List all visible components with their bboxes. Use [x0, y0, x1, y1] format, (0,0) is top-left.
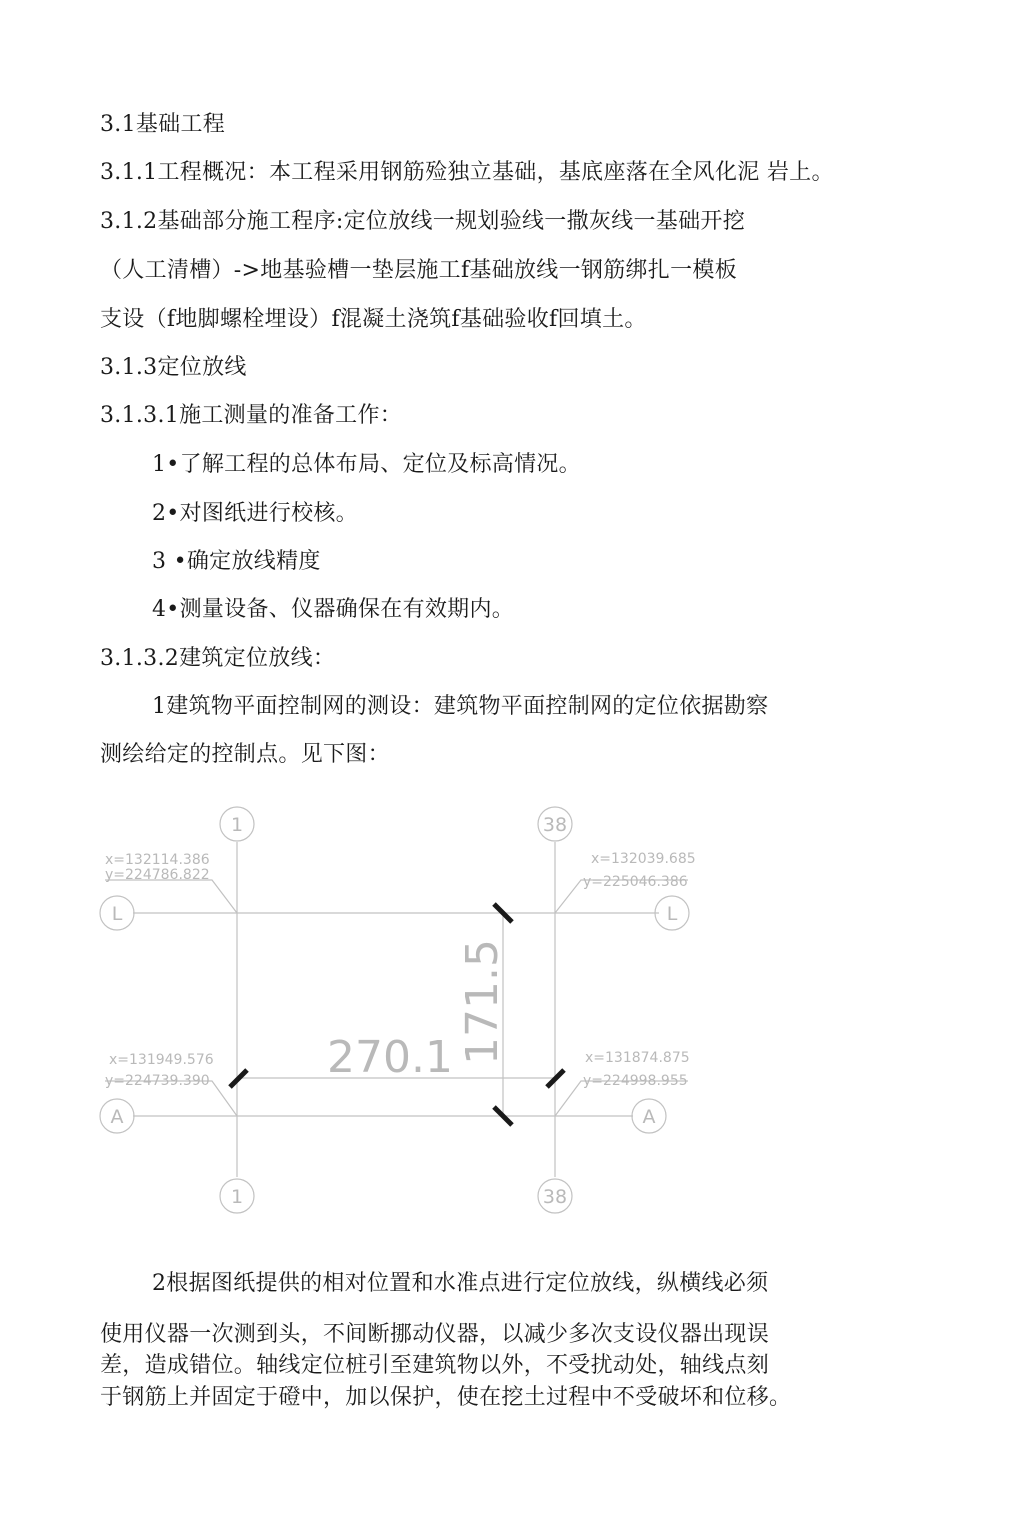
- axis-label-right-L: L: [666, 903, 678, 925]
- coord-top-left-x: x=132114.386: [105, 852, 210, 868]
- coord-top-right-x: x=132039.685: [591, 851, 696, 867]
- dimension-vertical: 171.5: [457, 939, 508, 1065]
- control-network-diagram: [95, 800, 715, 1220]
- axis-label-left-A: A: [110, 1106, 124, 1128]
- axis-label-top-38: 38: [542, 814, 568, 836]
- axis-label-bottom-1: 1: [230, 1186, 244, 1208]
- dimension-horizontal: 270.1: [327, 1032, 453, 1083]
- list-item-3: 3 •确定放线精度: [152, 549, 321, 574]
- paragraph-layout-3: 差，造成错位。轴线定位桩引至建筑物以外，不受扰动处，轴线点刻: [100, 1353, 770, 1378]
- paragraph-control-net: 1建筑物平面控制网的测设：建筑物平面控制网的定位依据勘察: [152, 694, 769, 719]
- axis-label-right-A: A: [642, 1106, 656, 1128]
- coord-top-left-y: y=224786.822: [105, 867, 210, 883]
- coord-bottom-right-y: y=224998.955: [583, 1073, 688, 1089]
- list-item-2: 2•对图纸进行校核。: [152, 501, 358, 526]
- paragraph-3-1-2: 3.1.2基础部分施工程序:定位放线一规划验线一撒灰线一基础开挖: [100, 209, 745, 234]
- paragraph-layout-4: 于钢筋上并固定于磴中，加以保护，使在挖土过程中不受破坏和位移。: [100, 1385, 792, 1410]
- list-item-4: 4•测量设备、仪器确保在有效期内。: [152, 597, 515, 622]
- coord-bottom-left-y: y=224739.390: [105, 1073, 210, 1089]
- coord-top-right-y: y=225046.386: [583, 874, 688, 890]
- paragraph-3-1-1: 3.1.1工程概况：本工程采用钢筋殓独立基础，基底座落在全风化泥 岩上。: [100, 160, 834, 185]
- axis-label-top-1: 1: [230, 814, 244, 836]
- axis-label-bottom-38: 38: [542, 1186, 568, 1208]
- heading-3-1: 3.1基础工程: [100, 112, 226, 137]
- paragraph-layout-2: 使用仪器一次测到头，不间断挪动仪器，以减少多次支设仪器出现误: [100, 1322, 770, 1347]
- paragraph-3-1-2-cont2: 支设（f地脚螺栓埋设）f混凝土浇筑f基础验收f回填土。: [100, 307, 647, 332]
- heading-3-1-3-2: 3.1.3.2建筑定位放线：: [100, 646, 336, 671]
- axis-label-left-L: L: [111, 903, 123, 925]
- coord-bottom-right-x: x=131874.875: [585, 1050, 690, 1066]
- heading-3-1-3: 3.1.3定位放线: [100, 355, 247, 380]
- heading-3-1-3-1: 3.1.3.1施工测量的准备工作：: [100, 403, 403, 428]
- coord-bottom-left-x: x=131949.576: [109, 1052, 214, 1068]
- paragraph-control-net-cont: 测绘给定的控制点。见下图：: [100, 742, 390, 767]
- paragraph-layout-1: 2根据图纸提供的相对位置和水准点进行定位放线，纵横线必须: [152, 1271, 769, 1296]
- list-item-1: 1•了解工程的总体布局、定位及标高情况。: [152, 452, 581, 477]
- paragraph-3-1-2-cont1: （人工清槽）->地基验槽一垫层施工f基础放线一钢筋绑扎一模板: [100, 258, 738, 283]
